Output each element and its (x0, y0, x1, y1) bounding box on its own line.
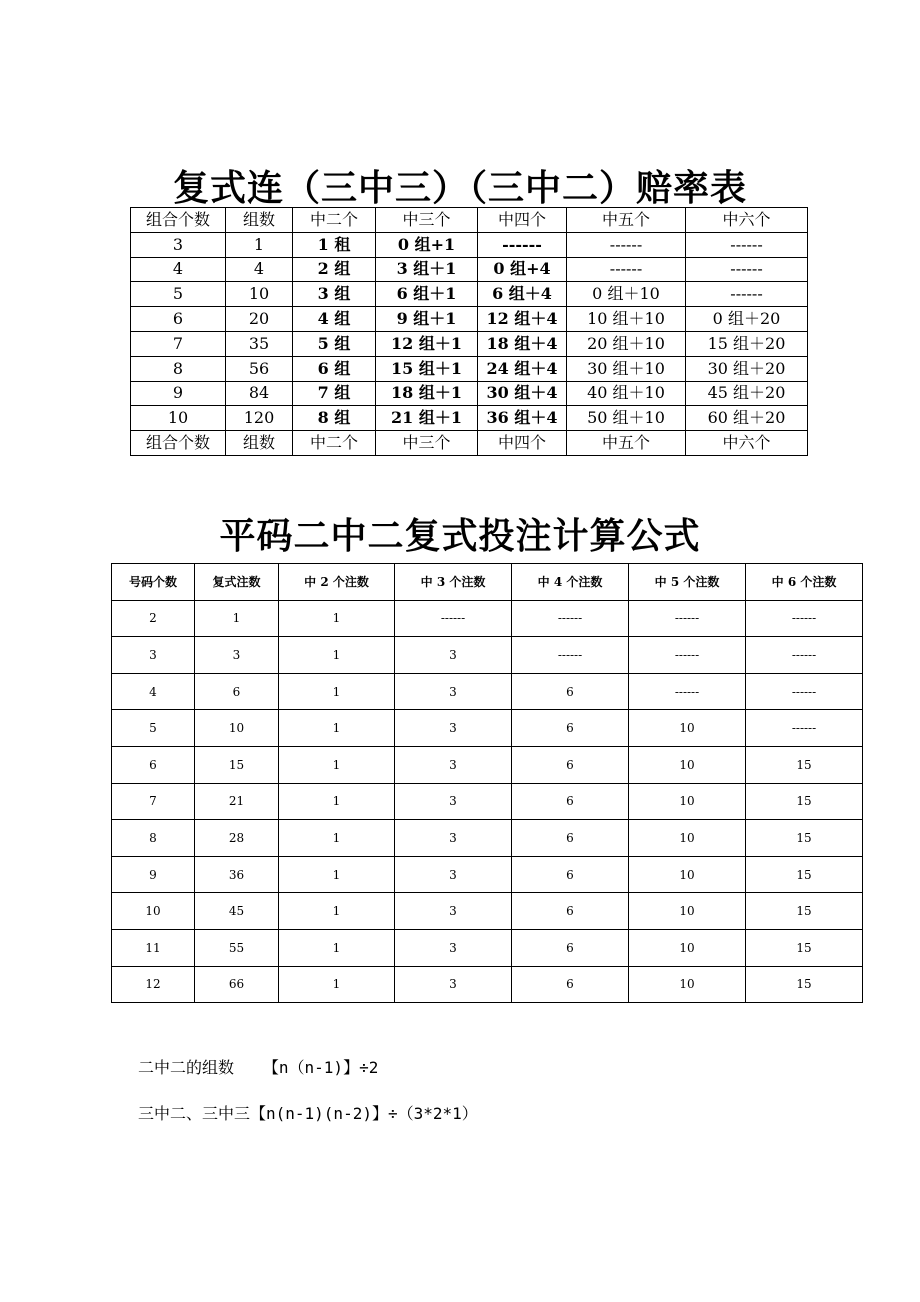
odds-table-title: 复式连（三中三）（三中二）赔率表 (172, 168, 747, 209)
formula-two-of-two: 二中二的组数 【n（n-1)】÷2 (138, 1058, 379, 1077)
table-row-cell: 20 组＋10 (567, 331, 686, 356)
table-row-cell: 10 (629, 966, 746, 1003)
table-row-cell: 20 (226, 307, 293, 332)
table-row-cell: 30 组＋20 (686, 356, 808, 381)
table-row-cell: 3 (131, 232, 226, 257)
formula-three-of-three: 三中二、三中三【n(n-1)(n-2)】÷（3*2*1） (138, 1104, 478, 1123)
table-footer-row-cell: 中二个 (293, 431, 376, 456)
table-row-cell: 12 组＋4 (478, 307, 567, 332)
table-footer-row-cell: 中三个 (376, 431, 478, 456)
table-row-cell: ------ (395, 600, 512, 637)
table-row-cell: 3 (395, 929, 512, 966)
table-row-cell: 10 (629, 710, 746, 747)
table-row-cell: ------ (746, 710, 863, 747)
table-row-cell: ------ (478, 232, 567, 257)
table-header-row-cell: 中三个 (376, 208, 478, 233)
table-row-cell: 3 (112, 637, 195, 674)
table-row-cell: 35 (226, 331, 293, 356)
table-row-cell: 21 (195, 783, 279, 820)
odds-table (130, 207, 808, 456)
table-row-cell: 1 (279, 673, 395, 710)
table-row-cell: 9 (112, 856, 195, 893)
table-row-cell: 28 (195, 820, 279, 857)
table-row-cell: 10 组＋10 (567, 307, 686, 332)
table-row-cell: 3 (395, 746, 512, 783)
table-row-cell: ------ (746, 637, 863, 674)
table-row-cell: 1 (279, 856, 395, 893)
table-row-cell: 4 组 (293, 307, 376, 332)
table-row-cell: 10 (629, 893, 746, 930)
table-row-cell: 3 组 (293, 282, 376, 307)
table-row (112, 673, 863, 710)
table-header-row (131, 208, 808, 233)
table-row-cell: 10 (629, 856, 746, 893)
table-row-cell: 4 (226, 257, 293, 282)
table-row-cell: 6 (131, 307, 226, 332)
table-row-cell: ------ (629, 600, 746, 637)
table-row-cell: 5 (131, 282, 226, 307)
table-header-row-cell: 中四个 (478, 208, 567, 233)
table-row-cell: 9 组＋1 (376, 307, 478, 332)
table-row (112, 893, 863, 930)
table-row-cell: 1 (279, 783, 395, 820)
table-row-cell: ------ (629, 673, 746, 710)
table-header-row (112, 564, 863, 601)
table-row-cell: 10 (195, 710, 279, 747)
table-footer-row-cell: 组合个数 (131, 431, 226, 456)
table-row-cell: 10 (131, 406, 226, 431)
table-row (131, 232, 808, 257)
table-row-cell: 4 (112, 673, 195, 710)
table-row-cell: 3 (395, 820, 512, 857)
table-row-cell: ------ (746, 600, 863, 637)
table-row (131, 381, 808, 406)
table-row-cell: 0 组+1 (376, 232, 478, 257)
table-row-cell: 15 (746, 783, 863, 820)
table-footer-row-cell: 中五个 (567, 431, 686, 456)
table-header-row-cell: 中 5 个注数 (629, 564, 746, 601)
table-row-cell: 18 组＋4 (478, 331, 567, 356)
table-row-cell: 45 (195, 893, 279, 930)
table-row (112, 856, 863, 893)
table-row-cell: ------ (746, 673, 863, 710)
table-footer-row-cell: 中六个 (686, 431, 808, 456)
table-row-cell: 6 (195, 673, 279, 710)
formula-table-title: 平码二中二复式投注计算公式 (219, 516, 701, 557)
table-row-cell: 1 (279, 710, 395, 747)
table-row-cell: 3 组＋1 (376, 257, 478, 282)
table-row-cell: 15 (746, 746, 863, 783)
table-row (131, 406, 808, 431)
table-row-cell: 3 (395, 710, 512, 747)
table-row-cell: 1 租 (293, 232, 376, 257)
table-row-cell: 6 (512, 783, 629, 820)
table-row (112, 600, 863, 637)
table-footer-row (131, 431, 808, 456)
table-row (112, 637, 863, 674)
table-row (131, 331, 808, 356)
table-row-cell: 60 组＋20 (686, 406, 808, 431)
table-row-cell: 55 (195, 929, 279, 966)
table-row-cell: 10 (629, 929, 746, 966)
table-row-cell: 1 (279, 600, 395, 637)
table-header-row-cell: 号码个数 (112, 564, 195, 601)
table-header-row-cell: 组数 (226, 208, 293, 233)
table-row-cell: 1 (279, 746, 395, 783)
table-row-cell: 15 (746, 893, 863, 930)
table-row-cell: 15 (746, 820, 863, 857)
table-row-cell: ------ (567, 257, 686, 282)
table-row (131, 356, 808, 381)
table-header-row-cell: 中 3 个注数 (395, 564, 512, 601)
table-header-row-cell: 中 6 个注数 (746, 564, 863, 601)
table-row-cell: 18 组＋1 (376, 381, 478, 406)
table-row-cell: 1 (279, 929, 395, 966)
table-row-cell: 5 (112, 710, 195, 747)
table-row-cell: 1 (279, 893, 395, 930)
table-row-cell: 9 (131, 381, 226, 406)
table-header-row-cell: 中 2 个注数 (279, 564, 395, 601)
table-row-cell: 15 (746, 929, 863, 966)
table-row-cell: 5 组 (293, 331, 376, 356)
table-header-row-cell: 中五个 (567, 208, 686, 233)
table-row-cell: 30 组＋10 (567, 356, 686, 381)
table-row-cell: 15 (746, 966, 863, 1003)
table-header-row-cell: 中 4 个注数 (512, 564, 629, 601)
table-row-cell: 8 组 (293, 406, 376, 431)
table-row-cell: 66 (195, 966, 279, 1003)
table-row-cell: 40 组＋10 (567, 381, 686, 406)
table-row-cell: 8 (112, 820, 195, 857)
bet-count-table (111, 563, 863, 1003)
table-row-cell: 2 (112, 600, 195, 637)
table-header-row-cell: 中六个 (686, 208, 808, 233)
table-row-cell: 6 (512, 966, 629, 1003)
table-row-cell: 45 组＋20 (686, 381, 808, 406)
table-row-cell: 24 组＋4 (478, 356, 567, 381)
table-header-row-cell: 中二个 (293, 208, 376, 233)
table-row (112, 820, 863, 857)
table-row-cell: 36 (195, 856, 279, 893)
table-row-cell: 3 (395, 966, 512, 1003)
table-row (112, 710, 863, 747)
table-row-cell: 0 组＋20 (686, 307, 808, 332)
table-row-cell: 1 (279, 820, 395, 857)
table-row-cell: 10 (629, 746, 746, 783)
table-header-row-cell: 组合个数 (131, 208, 226, 233)
table-row-cell: 3 (395, 856, 512, 893)
table-row-cell: 1 (279, 637, 395, 674)
table-row-cell: 56 (226, 356, 293, 381)
table-row-cell: 30 组＋4 (478, 381, 567, 406)
table-row-cell: 4 (131, 257, 226, 282)
table-row-cell: ------ (686, 232, 808, 257)
table-row-cell: 84 (226, 381, 293, 406)
table-row (112, 929, 863, 966)
table-row-cell: 3 (395, 893, 512, 930)
table-footer-row-cell: 中四个 (478, 431, 567, 456)
table-row-cell: 10 (226, 282, 293, 307)
table-row-cell: 6 (512, 820, 629, 857)
table-row-cell: 0 组＋10 (567, 282, 686, 307)
table-row-cell: 6 (512, 929, 629, 966)
table-row-cell: 10 (629, 820, 746, 857)
table-row-cell: ------ (629, 637, 746, 674)
table-row (131, 307, 808, 332)
table-row-cell: 15 (195, 746, 279, 783)
table-row-cell: 1 (195, 600, 279, 637)
table-row-cell: ------ (686, 282, 808, 307)
table-row-cell: 2 组 (293, 257, 376, 282)
table-header-row-cell: 复式注数 (195, 564, 279, 601)
table-row-cell: 12 组＋1 (376, 331, 478, 356)
table-row-cell: ------ (567, 232, 686, 257)
table-row-cell: 1 (279, 966, 395, 1003)
table-row-cell: 6 组＋1 (376, 282, 478, 307)
table-row-cell: 6 (512, 893, 629, 930)
table-footer-row-cell: 组数 (226, 431, 293, 456)
table-row-cell: 10 (629, 783, 746, 820)
table-row-cell: 6 (112, 746, 195, 783)
table-row-cell: 15 组＋1 (376, 356, 478, 381)
table-row-cell: 120 (226, 406, 293, 431)
table-row-cell: 3 (395, 673, 512, 710)
table-row (112, 783, 863, 820)
table-row-cell: ------ (686, 257, 808, 282)
table-row-cell: ------ (512, 637, 629, 674)
table-row-cell: 11 (112, 929, 195, 966)
table-row-cell: 6 组＋4 (478, 282, 567, 307)
table-row-cell: 15 组＋20 (686, 331, 808, 356)
table-row-cell: 6 (512, 710, 629, 747)
table-row-cell: 3 (395, 783, 512, 820)
table-row-cell: ------ (512, 600, 629, 637)
table-row (131, 257, 808, 282)
table-row (131, 282, 808, 307)
table-row (112, 966, 863, 1003)
table-row-cell: 7 组 (293, 381, 376, 406)
table-row-cell: 36 组＋4 (478, 406, 567, 431)
table-row-cell: 50 组＋10 (567, 406, 686, 431)
table-row (112, 746, 863, 783)
table-row-cell: 21 组＋1 (376, 406, 478, 431)
table-row-cell: 12 (112, 966, 195, 1003)
table-row-cell: 7 (112, 783, 195, 820)
table-row-cell: 10 (112, 893, 195, 930)
table-row-cell: 1 (226, 232, 293, 257)
table-row-cell: 6 (512, 673, 629, 710)
table-row-cell: 15 (746, 856, 863, 893)
table-row-cell: 0 组+4 (478, 257, 567, 282)
table-row-cell: 3 (395, 637, 512, 674)
table-row-cell: 6 (512, 746, 629, 783)
table-row-cell: 3 (195, 637, 279, 674)
table-row-cell: 6 (512, 856, 629, 893)
table-row-cell: 7 (131, 331, 226, 356)
table-row-cell: 8 (131, 356, 226, 381)
table-row-cell: 6 组 (293, 356, 376, 381)
